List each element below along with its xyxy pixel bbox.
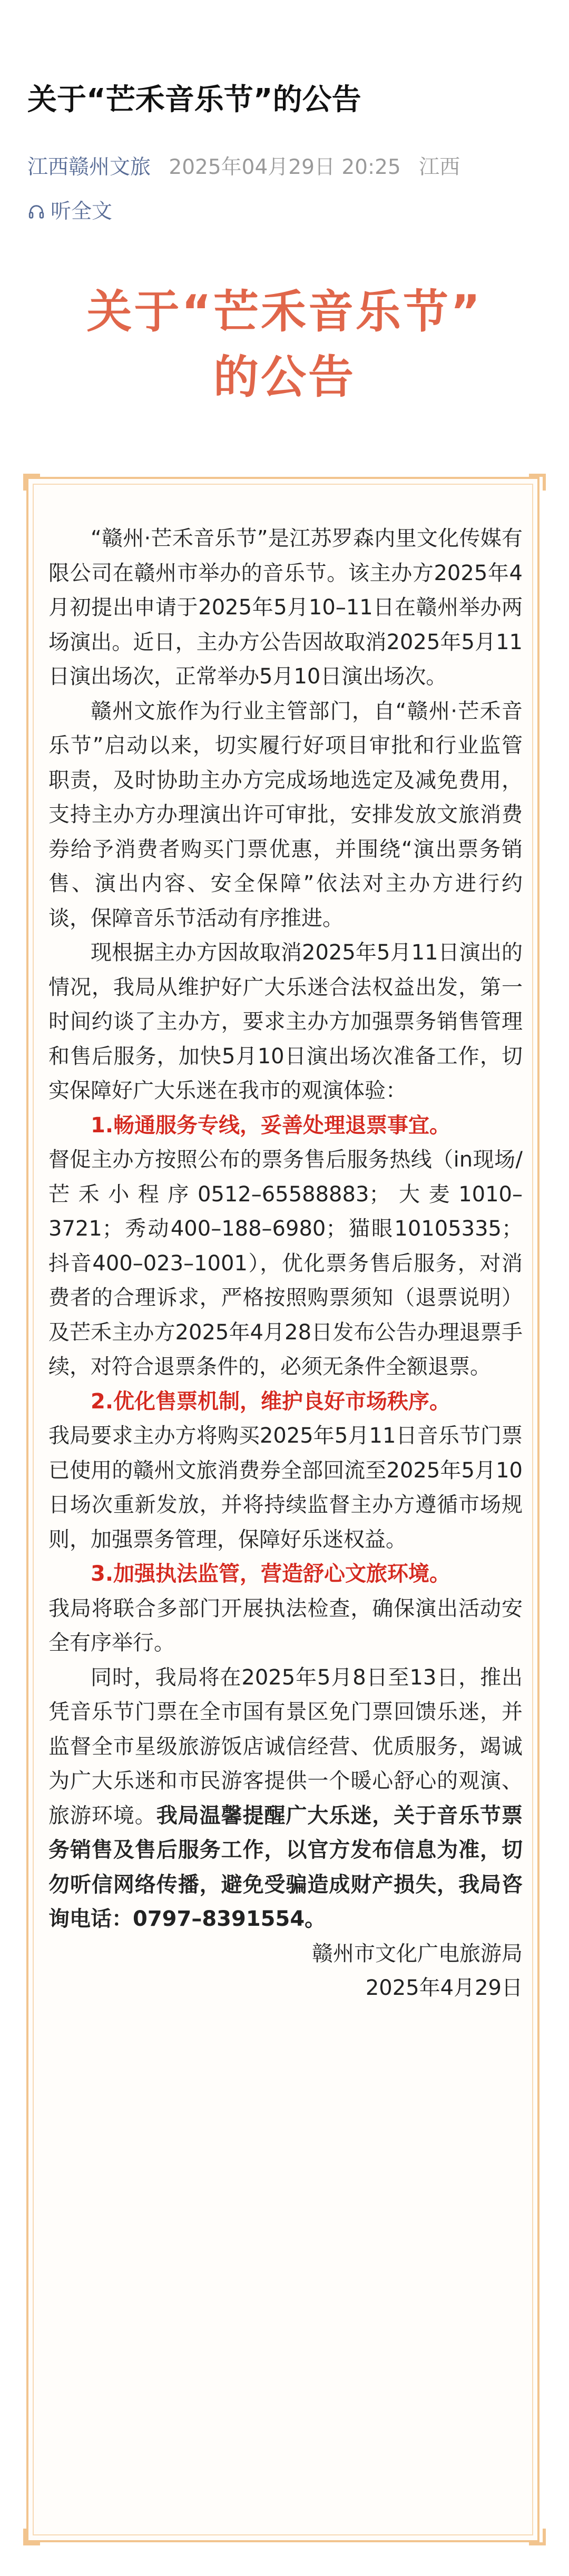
listen-label: 听全文	[51, 200, 113, 223]
frame-corner-decoration	[23, 474, 40, 491]
frame-corner-decoration	[23, 2529, 40, 2545]
announcement-banner-title	[0, 279, 569, 410]
paragraph-ticketing: 我局要求主办方将购买2025年5月11日音乐节门票已使用的赣州文旅消费券全部回流至2025年5月10日场次重新发放，并将持续监督主办方遵循市场规则，加强票务管理，保障好乐迷权益。	[48, 1424, 523, 1552]
listen-full-text-button[interactable]	[27, 197, 112, 227]
publish-location: 江西	[419, 155, 460, 179]
paragraph-refund: 督促主办方按照公布的票务售后服务热线（in现场/芒禾小程序0512–65588883；大麦1010–3721；秀动400–188–6980；猫眼10105335；抖音400–023–1001），优化票务售后服务，对消费者的合理诉求，严格按照购票须知（退票说明）及芒禾主办方2025年4月28日发布公告办理退票手续，对符合退票条件的，必须无条件全额退票。	[48, 1148, 523, 1379]
paragraph-intro: “赣州·芒禾音乐节”是江苏罗森内里文化传媒有限公司在赣州市举办的音乐节。该主办方2025年4月初提出申请于2025年5月10–11日在赣州举办两场演出。近日，主办方公告因故取消2025年5月11日演出场次，正常举办5月10日演出场次。	[48, 526, 523, 689]
headphones-icon	[27, 203, 45, 221]
banner-line-1: 关于“芒禾音乐节”	[86, 286, 483, 338]
benefits-text: 同时，我局将在2025年5月8日至13日，推出凭音乐节门票在全市国有景区免门票回馈乐迷，并监督全市星级旅游饭店诚信经营、优质服务，竭诚为广大乐迷和市民游客提供一个暖心舒心的观演、旅游环境。	[48, 1665, 523, 1828]
article-title: 关于“芒禾音乐节”的公告	[27, 83, 361, 117]
signature-agency: 赣州市文化广电旅游局	[312, 1941, 523, 1966]
section-heading-3: 3.加强执法监管，营造舒心文旅环境。	[91, 1562, 451, 1586]
frame-corner-decoration	[529, 2529, 546, 2545]
frame-corner-decoration	[529, 474, 546, 491]
section-heading-1: 1.畅通服务专线，妥善处理退票事宜。	[91, 1113, 451, 1138]
reminder-text: 我局温馨提醒广大乐迷，关于音乐节票务销售及售后服务工作，以官方发布信息为准，切勿听信网络传播，避免受骗造成财产损失，我局咨询电话：0797–8391554。	[48, 1803, 523, 1931]
publish-datetime: 2025年04月29日 20:25	[169, 155, 401, 179]
article-meta	[27, 153, 544, 182]
paragraph-benefits	[48, 1661, 523, 1937]
account-name-link[interactable]: 江西赣州文旅	[27, 155, 151, 179]
paragraph-measures: 现根据主办方因故取消2025年5月11日演出的情况，我局从维护好广大乐迷合法权益出发，第一时间约谈了主办方，要求主办方加强票务销售管理和售后服务，加快5月10日演出场次准备工作，切实保障好广大乐迷在我市的观演体验：	[48, 941, 523, 1103]
paragraph-enforcement: 我局将联合多部门开展执法检查，确保演出活动安全有序举行。	[48, 1596, 523, 1655]
signature-date: 2025年4月29日	[365, 1976, 523, 2000]
banner-line-2: 的公告	[213, 351, 356, 404]
notice-body	[48, 522, 523, 2006]
section-heading-2: 2.优化售票机制，维护良好市场秩序。	[91, 1389, 451, 1414]
paragraph-supervision: 赣州文旅作为行业主管部门，自“赣州·芒禾音乐节”启动以来，切实履行好项目审批和行业监管职责，及时协助主办方完成场地选定及减免费用，支持主办方办理演出许可审批，安排发放文旅消费券给予消费者购买门票优惠，并围绕“演出票务销售、演出内容、安全保障”依法对主办方进行约谈，保障音乐节活动有序推进。	[48, 699, 523, 931]
